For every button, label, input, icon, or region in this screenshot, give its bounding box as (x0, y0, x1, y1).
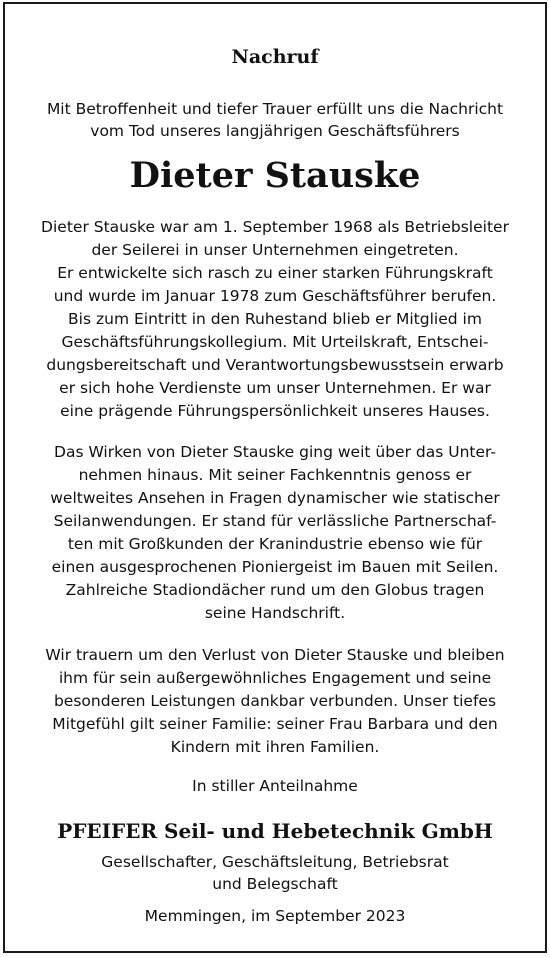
paragraph-line: Seilanwendungen. Er stand für verlässliche Partnerschaf- (53, 512, 497, 530)
notice-heading: Nachruf (231, 46, 319, 68)
paragraph-line: und wurde im Januar 1978 zum Geschäftsführer berufen. (53, 287, 497, 305)
paragraph-line: ihm für sein außergewöhnliches Engagement und seine (58, 669, 492, 687)
place-date: Memmingen, im September 2023 (144, 907, 406, 925)
paragraph-career (5, 216, 545, 423)
paragraph-line: Mitgefühl gilt seiner Familie: seiner Frau Barbara und den (52, 715, 498, 733)
paragraph-line: er sich hohe Verdienste um unser Unternehmen. Er war (59, 379, 491, 397)
paragraph-line: ten mit Großkunden der Kranindustrie ebenso wie für (67, 535, 483, 553)
paragraph-line: weltweites Ansehen in Fragen dynamischer wie statischer (50, 489, 500, 507)
paragraph-line: der Seilerei in unser Unternehmen eingetreten. (91, 241, 459, 259)
paragraph-line: Bis zum Eintritt in den Ruhestand blieb er Mitglied im (68, 310, 482, 328)
company-name: PFEIFER Seil- und Hebetechnik GmbH (57, 819, 493, 843)
paragraph-line: Geschäftsführungskollegium. Mit Urteilskraft, Entschei- (61, 333, 489, 351)
paragraph-line: eine prägende Führungspersönlichkeit unseres Hauses. (60, 402, 490, 420)
intro-line: Mit Betroffenheit und tiefer Trauer erfüllt uns die Nachricht (46, 100, 504, 118)
paragraph-line: Zahlreiche Stadiondächer rund um den Globus tragen (65, 581, 485, 599)
paragraph-condolence (5, 644, 545, 759)
signers-line: und Belegschaft (212, 875, 338, 893)
deceased-name: Dieter Stauske (129, 155, 421, 196)
paragraph-achievements (5, 441, 545, 625)
paragraph-line: nehmen hinaus. Mit seiner Fachkenntnis genoss er (78, 466, 472, 484)
paragraph-line: Das Wirken von Dieter Stauske ging weit über das Unter- (54, 443, 496, 461)
paragraph-line: besonderen Leistungen dankbar verbunden. Unser tiefes (53, 692, 497, 710)
obituary-notice (3, 2, 547, 953)
intro-text (5, 98, 545, 142)
paragraph-line: seine Handschrift. (204, 604, 346, 622)
paragraph-line: einen ausgesprochenen Pioniergeist im Bauen mit Seilen. (51, 558, 499, 576)
signers (5, 851, 545, 895)
closing-phrase: In stiller Anteilnahme (192, 777, 358, 795)
signers-line: Gesellschafter, Geschäftsleitung, Betriebsrat (101, 853, 449, 871)
paragraph-line: dungsbereitschaft und Verantwortungsbewusstsein erwarb (46, 356, 504, 374)
intro-line: vom Tod unseres langjährigen Geschäftsführers (90, 122, 460, 140)
paragraph-line: Kindern mit ihren Familien. (170, 738, 380, 756)
paragraph-line: Er entwickelte sich rasch zu einer starken Führungskraft (57, 264, 493, 282)
paragraph-line: Dieter Stauske war am 1. September 1968 als Betriebsleiter (41, 218, 509, 236)
paragraph-line: Wir trauern um den Verlust von Dieter Stauske und bleiben (45, 646, 505, 664)
